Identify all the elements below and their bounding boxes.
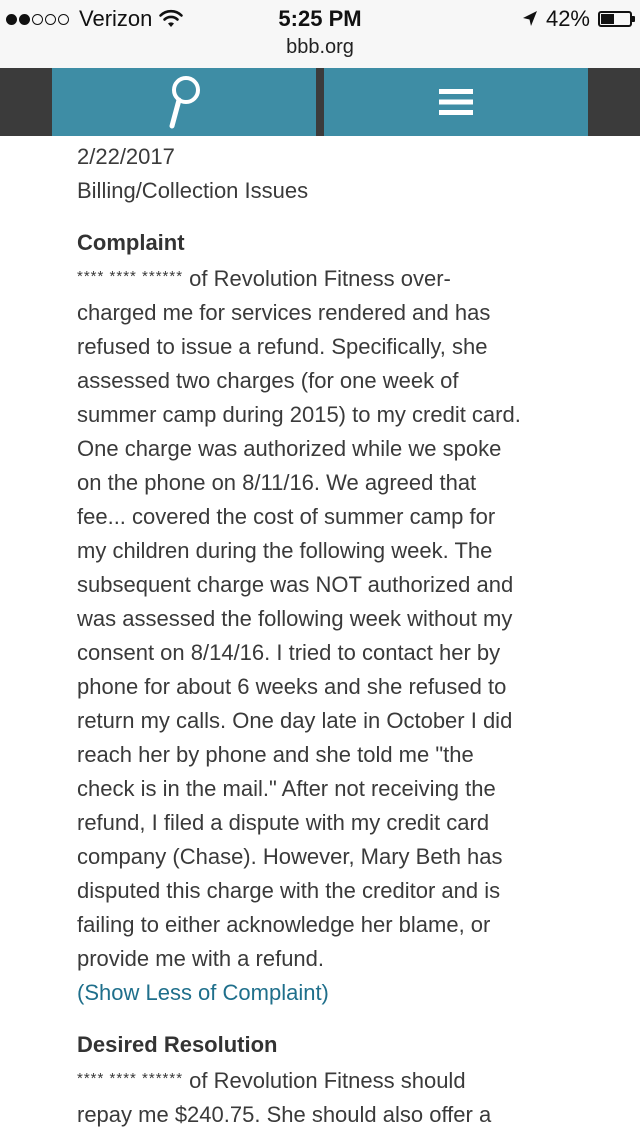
resolution-body <box>77 1098 597 1132</box>
desired-resolution-heading: Desired Resolution <box>77 1032 278 1057</box>
battery-icon <box>598 11 632 27</box>
masked-name: **** **** ****** <box>77 268 184 285</box>
complaint-first-line-text: of Revolution Fitness over- <box>183 266 451 291</box>
show-less-complaint-link[interactable]: (Show Less of Complaint) <box>77 980 329 1005</box>
status-time: 5:25 PM <box>278 6 362 31</box>
complaint-body-line: summer camp during 2015) to my credit card. <box>77 402 521 427</box>
search-icon <box>164 74 204 130</box>
status-bar <box>0 0 640 36</box>
complaint-body-line: company (Chase). However, Mary Beth has <box>77 844 503 869</box>
complaint-body-line: failing to either acknowledge her blame, or <box>77 912 491 937</box>
complaint-body-line: disputed this charge with the creditor and is <box>77 878 501 903</box>
complaint-body-line: fee... covered the cost of summer camp for <box>77 504 496 529</box>
complaint-date: 2/22/2017 <box>77 144 175 169</box>
site-nav-bar <box>0 68 640 136</box>
status-bar-right <box>522 6 632 32</box>
complaint-body-line: One charge was authorized while we spoke <box>77 436 502 461</box>
menu-button[interactable] <box>324 68 588 136</box>
complaint-body-line: refund, I filed a dispute with my credit card <box>77 810 490 835</box>
complaint-body-line: reach her by phone and she told me "the <box>77 742 474 767</box>
complaint-category: Billing/Collection Issues <box>77 178 309 203</box>
resolution-first-line <box>77 1062 597 1098</box>
battery-level-fill <box>601 14 614 24</box>
search-button[interactable] <box>52 68 316 136</box>
carrier-name: Verizon <box>79 6 153 31</box>
resolution-body-line: repay me $240.75. She should also offer a <box>77 1102 492 1127</box>
resolution-first-line-text: of Revolution Fitness should <box>183 1068 466 1093</box>
url-text: bbb.org <box>286 36 354 58</box>
complaint-body-line: provide me with a refund. <box>77 946 325 971</box>
complaint-body-line: subsequent charge was NOT authorized and <box>77 572 514 597</box>
complaint-content <box>77 140 597 1132</box>
address-bar[interactable] <box>0 36 640 68</box>
masked-name: **** **** ****** <box>77 1070 184 1087</box>
complaint-body-line: on the phone on 8/11/16. We agreed that <box>77 470 477 495</box>
battery-percent: 42% <box>545 6 590 31</box>
complaint-body-line: assessed two charges (for one week of <box>77 368 459 393</box>
complaint-body-line: refused to issue a refund. Specifically, she <box>77 334 488 359</box>
complaint-heading: Complaint <box>77 230 185 255</box>
complaint-body-line: charged me for services rendered and has <box>77 300 491 325</box>
complaint-body <box>77 296 597 976</box>
location-arrow-icon <box>522 10 538 28</box>
complaint-body-line: phone for about 6 weeks and she refused to <box>77 674 507 699</box>
complaint-body-line: check is in the mail." After not receiving the <box>77 776 496 801</box>
complaint-first-line <box>77 260 597 296</box>
complaint-body-line: was assessed the following week without my <box>77 606 513 631</box>
menu-icon <box>439 87 473 117</box>
complaint-body-line: my children during the following week. The <box>77 538 493 563</box>
complaint-body-line: return my calls. One day late in October I did <box>77 708 513 733</box>
complaint-body-line: consent on 8/14/16. I tried to contact her by <box>77 640 501 665</box>
